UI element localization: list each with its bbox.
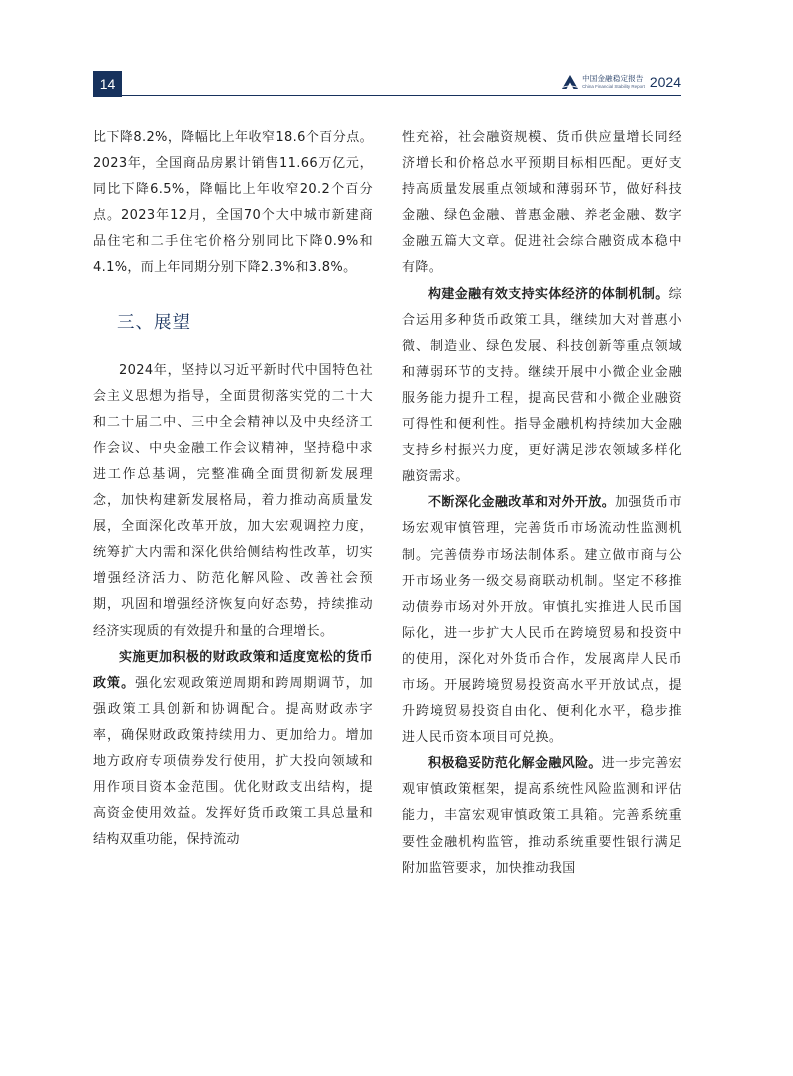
right-paragraph-4 xyxy=(402,751,682,881)
paragraph-lead: 不断深化金融改革和对外开放。 xyxy=(428,495,616,511)
paragraph-body: 强化宏观政策逆周期和跨周期调节，加强政策工具创新和协调配合。提高财政赤字率，确保财政政策持续用力、更加给力。增加地方政府专项债券发行使用，扩大投向领域和用作项目资本金范围。优化财政支出结构，提高资金使用效益。发挥好货币政策工具总量和结构双重功能，保持流动 xyxy=(93,675,373,848)
left-paragraph-2: 2024年，坚持以习近平新时代中国特色社会主义思想为指导，全面贯彻落实党的二十大和二十届二中、三中全会精神以及中央经济工作会议、中央金融工作会议精神，坚持稳中求进工作总基调，完整准确全面贯彻新发展理念，加快构建新发展格局，着力推动高质量发展，全面深化改革开放，加大宏观调控力度，统筹扩大内需和深化供给侧结构性改革，切实增强经济活力、防范化解风险、改善社会预期，巩固和增强经济恢复向好态势，持续推动经济实现质的有效提升和量的合理增长。 xyxy=(93,362,373,639)
section-title: 三、展望 xyxy=(117,312,191,333)
paragraph-lead: 积极稳妥防范化解金融风险。 xyxy=(428,756,602,772)
page-number xyxy=(93,71,122,97)
report-logo-icon xyxy=(562,75,578,89)
right-column xyxy=(402,125,682,882)
left-paragraph-3 xyxy=(93,645,373,854)
paragraph-body: 进一步完善宏观审慎政策框架，提高系统性风险监测和评估能力，丰富宏观审慎政策工具箱。完善系统重要性金融机构监管，推动系统重要性银行满足附加监管要求，加快推动我国 xyxy=(402,756,682,876)
brand-year: 2024 xyxy=(649,74,681,90)
paragraph-lead: 构建金融有效支持实体经济的体制机制。 xyxy=(428,286,669,302)
left-column xyxy=(93,125,373,853)
brand-text xyxy=(582,75,645,89)
header-divider xyxy=(93,95,681,96)
brand-title-cn: 中国金融稳定报告 xyxy=(582,74,644,83)
right-paragraph-1: 性充裕，社会融资规模、货币供应量增长同经济增长和价格总水平预期目标相匹配。更好支持高质量发展重点领域和薄弱环节，做好科技金融、绿色金融、普惠金融、养老金融、数字金融五篇大文章。促进社会综合融资成本稳中有降。 xyxy=(402,130,682,276)
right-paragraph-2 xyxy=(402,282,682,491)
paragraph-body: 综合运用多种货币政策工具，继续加大对普惠小微、制造业、绿色发展、科技创新等重点领域和薄弱环节的支持。继续开展中小微企业金融服务能力提升工程，提高民营和小微企业融资可得性和便利性。指导金融机构持续加大金融支持乡村振兴力度，更好满足涉农领域多样化融资需求。 xyxy=(402,286,682,485)
brand-title-en: China Financial Stability Report xyxy=(582,83,645,89)
right-paragraph-3 xyxy=(402,490,682,751)
page-number-text: 14 xyxy=(99,76,116,92)
report-brand xyxy=(562,71,681,93)
paragraph-body: 加强货币市场宏观审慎管理，完善货币市场流动性监测机制。完善债券市场法制体系。建立做市商与公开市场业务一级交易商联动机制。坚定不移推动债券市场对外开放。审慎扎实推进人民币国际化，进一步扩大人民币在跨境贸易和投资中的使用，深化对外货币合作，发展离岸人民币市场。开展跨境贸易投资高水平开放试点，提升跨境贸易投资自由化、便利化水平，稳步推进人民币资本项目可兑换。 xyxy=(402,495,682,746)
left-paragraph-1: 比下降8.2%，降幅比上年收窄18.6个百分点。2023年，全国商品房累计销售11.66万亿元，同比下降6.5%，降幅比上年收窄20.2个百分点。2023年12月，全国70个大中城市新建商品住宅和二手住宅价格分别同比下降0.9%和4.1%，而上年同期分别下降2.3%和3.8%。 xyxy=(93,130,373,276)
paragraph-lead: 实施更加积极的财政政策和适度宽松的货币政策。 xyxy=(93,649,373,691)
